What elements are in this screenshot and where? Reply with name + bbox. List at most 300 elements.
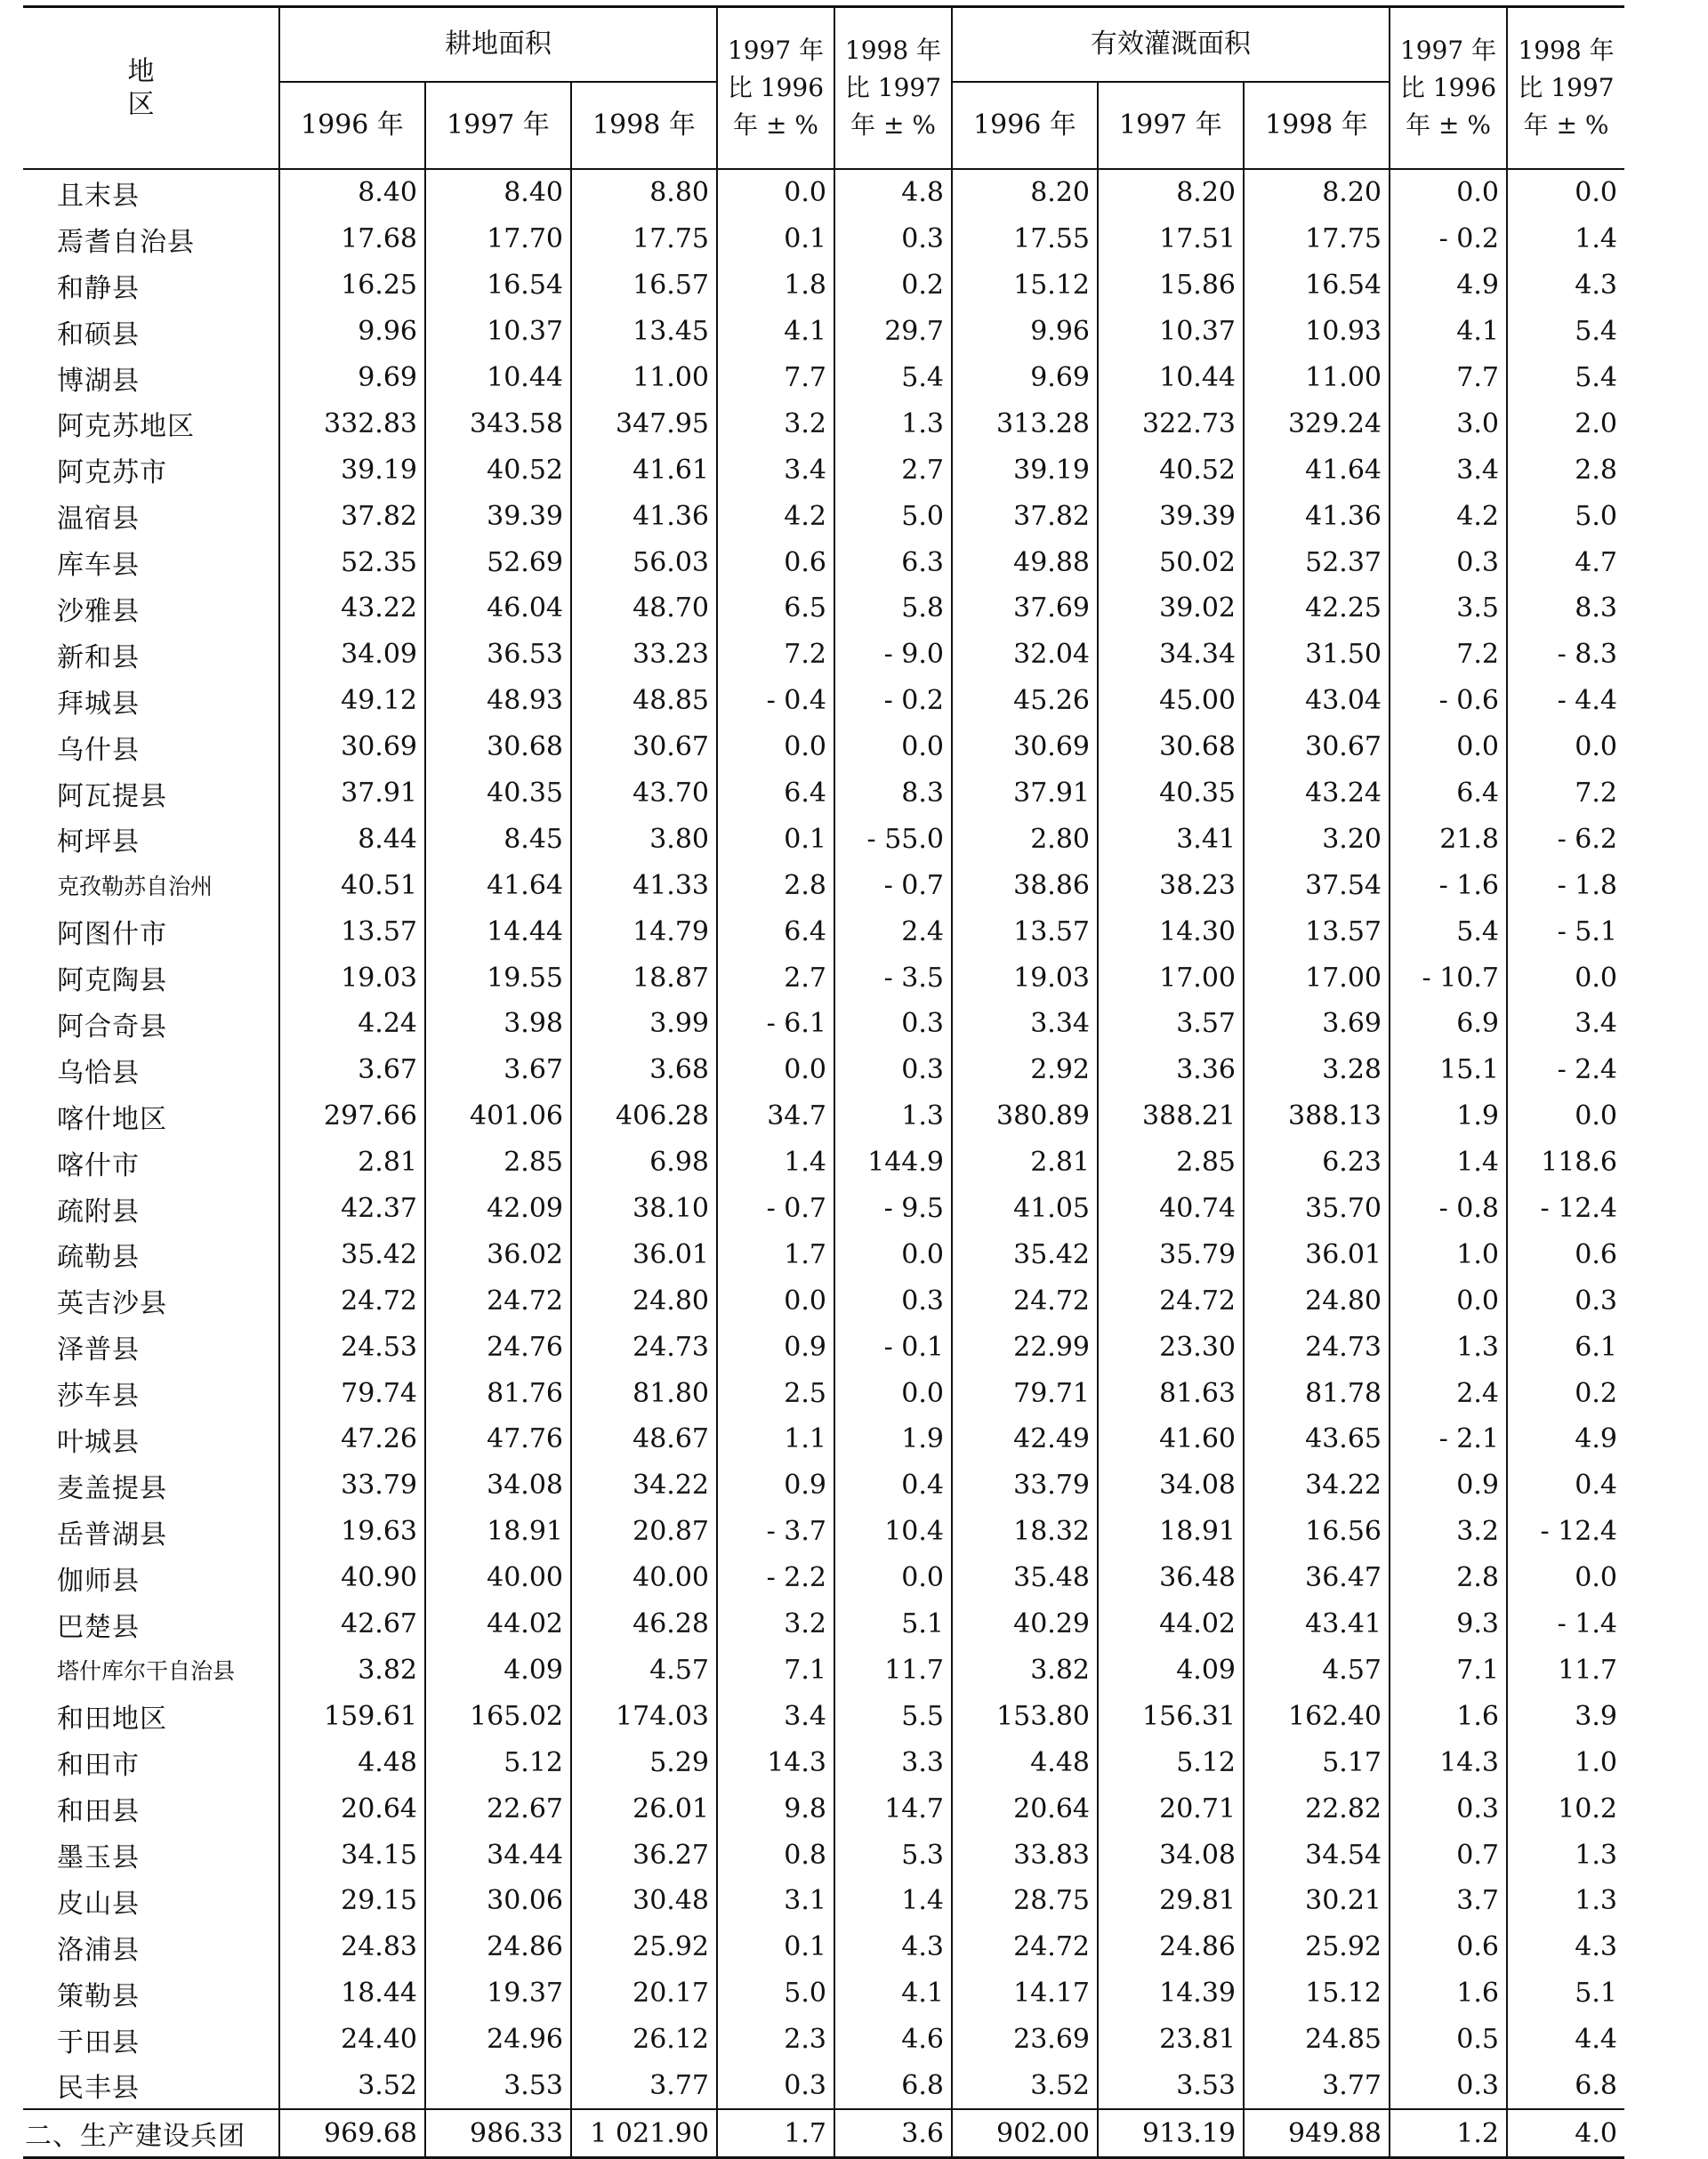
value-cell: 388.21 — [1098, 1093, 1244, 1140]
value-cell: 47.76 — [425, 1416, 571, 1462]
value-cell: 3.7 — [1390, 1878, 1507, 1924]
value-cell: 42.49 — [952, 1416, 1098, 1462]
value-cell: 0.8 — [717, 1832, 834, 1878]
value-cell: 0.1 — [717, 216, 834, 262]
value-cell: 35.79 — [1098, 1231, 1244, 1277]
table-row — [23, 862, 1624, 908]
value-cell: 0.0 — [1507, 1093, 1624, 1140]
value-cell: 0.3 — [1390, 539, 1507, 585]
value-cell: 10.37 — [425, 309, 571, 355]
value-cell: 48.93 — [425, 678, 571, 724]
value-cell: 1.3 — [1390, 1324, 1507, 1370]
value-cell: 0.1 — [717, 816, 834, 862]
value-cell: 0.3 — [717, 2063, 834, 2110]
region-cell: 民丰县 — [57, 2073, 140, 2105]
value-cell: 9.8 — [717, 1785, 834, 1832]
value-cell: 49.88 — [952, 539, 1098, 585]
region-cell: 克孜勒苏自治州 — [57, 874, 214, 900]
value-cell: 24.72 — [952, 1277, 1098, 1324]
value-cell: 165.02 — [425, 1693, 571, 1739]
value-cell: 24.96 — [425, 2017, 571, 2063]
value-cell: 24.83 — [279, 1924, 425, 1970]
value-cell: 5.29 — [571, 1739, 717, 1785]
value-cell: 14.17 — [952, 1970, 1098, 2017]
value-cell: - 2.1 — [1390, 1416, 1507, 1462]
value-cell: 1.2 — [1390, 2109, 1507, 2157]
value-cell: 30.06 — [425, 1878, 571, 1924]
value-cell: 37.69 — [952, 585, 1098, 632]
table-row — [23, 1140, 1624, 1186]
value-cell: 0.3 — [834, 1001, 952, 1047]
value-cell: 33.79 — [952, 1462, 1098, 1509]
value-cell: 37.82 — [279, 493, 425, 539]
region-cell: 乌恰县 — [57, 1057, 140, 1089]
value-cell: 1 021.90 — [571, 2109, 717, 2157]
value-cell: 79.71 — [952, 1370, 1098, 1416]
table-row — [23, 493, 1624, 539]
value-cell: 6.4 — [1390, 770, 1507, 817]
value-cell: 1.3 — [1507, 1878, 1624, 1924]
value-cell: 30.21 — [1244, 1878, 1390, 1924]
value-cell: 42.37 — [279, 1186, 425, 1232]
value-cell: 43.22 — [279, 585, 425, 632]
value-cell: 11.7 — [834, 1647, 952, 1694]
value-cell: 329.24 — [1244, 400, 1390, 447]
value-cell: - 10.7 — [1390, 955, 1507, 1001]
region-cell: 拜城县 — [57, 688, 140, 720]
table-row — [23, 355, 1624, 401]
value-cell: 34.22 — [1244, 1462, 1390, 1509]
value-cell: 7.2 — [1507, 770, 1624, 817]
value-cell: 0.0 — [1390, 724, 1507, 770]
farmland-pct-1997-header — [717, 7, 834, 170]
table-row — [23, 1693, 1624, 1739]
region-cell: 阿克陶县 — [57, 965, 167, 997]
pct-1997-label: 1997 年 比 1996 年 ± % — [727, 36, 825, 140]
value-cell: - 1.4 — [1507, 1601, 1624, 1647]
value-cell: 3.0 — [1390, 400, 1507, 447]
value-cell: 2.8 — [1507, 447, 1624, 493]
irrigated-1997-header: 1997 年 — [1098, 82, 1244, 169]
value-cell: 33.83 — [952, 1832, 1098, 1878]
value-cell: 4.48 — [952, 1739, 1098, 1785]
value-cell: 40.52 — [425, 447, 571, 493]
value-cell: - 0.6 — [1390, 678, 1507, 724]
value-cell: 34.34 — [1098, 632, 1244, 678]
value-cell: 39.39 — [1098, 493, 1244, 539]
value-cell: 0.0 — [717, 1047, 834, 1093]
table-row — [23, 2063, 1624, 2110]
value-cell: 15.12 — [1244, 1970, 1390, 2017]
value-cell: 3.80 — [571, 816, 717, 862]
value-cell: 21.8 — [1390, 816, 1507, 862]
value-cell: 332.83 — [279, 400, 425, 447]
value-cell: 22.99 — [952, 1324, 1098, 1370]
value-cell: 8.40 — [279, 169, 425, 216]
value-cell: 6.4 — [717, 770, 834, 817]
value-cell: 24.86 — [425, 1924, 571, 1970]
value-cell: 42.25 — [1244, 585, 1390, 632]
value-cell: 41.33 — [571, 862, 717, 908]
value-cell: 2.85 — [1098, 1140, 1244, 1186]
value-cell: 40.35 — [425, 770, 571, 817]
value-cell: 0.3 — [834, 1047, 952, 1093]
value-cell: 6.4 — [717, 908, 834, 955]
value-cell: 37.91 — [952, 770, 1098, 817]
value-cell: 6.98 — [571, 1140, 717, 1186]
value-cell: - 3.7 — [717, 1509, 834, 1555]
region-cell: 皮山县 — [57, 1888, 140, 1920]
value-cell: 1.7 — [717, 1231, 834, 1277]
value-cell: 5.1 — [1507, 1970, 1624, 2017]
value-cell: 3.67 — [279, 1047, 425, 1093]
irrigated-1996-header: 1996 年 — [952, 82, 1098, 169]
value-cell: 20.87 — [571, 1509, 717, 1555]
region-cell: 乌什县 — [57, 734, 140, 766]
value-cell: 23.81 — [1098, 2017, 1244, 2063]
table-row — [23, 724, 1624, 770]
value-cell: 42.09 — [425, 1186, 571, 1232]
value-cell: 902.00 — [952, 2109, 1098, 2157]
value-cell: - 1.6 — [1390, 862, 1507, 908]
value-cell: 986.33 — [425, 2109, 571, 2157]
region-cell: 阿瓦提县 — [57, 780, 167, 812]
value-cell: 23.69 — [952, 2017, 1098, 2063]
value-cell: 46.28 — [571, 1601, 717, 1647]
value-cell: - 9.0 — [834, 632, 952, 678]
value-cell: 14.44 — [425, 908, 571, 955]
value-cell: 45.26 — [952, 678, 1098, 724]
region-cell: 喀什市 — [57, 1149, 140, 1181]
value-cell: 29.7 — [834, 309, 952, 355]
value-cell: 43.41 — [1244, 1601, 1390, 1647]
value-cell: 1.3 — [1507, 1832, 1624, 1878]
value-cell: 34.44 — [425, 1832, 571, 1878]
value-cell: 0.6 — [1507, 1231, 1624, 1277]
value-cell: 34.22 — [571, 1462, 717, 1509]
farmland-1996-header: 1996 年 — [279, 82, 425, 169]
value-cell: 5.4 — [1507, 309, 1624, 355]
value-cell: 22.67 — [425, 1785, 571, 1832]
value-cell: 24.80 — [571, 1277, 717, 1324]
table-row — [23, 816, 1624, 862]
value-cell: 14.7 — [834, 1785, 952, 1832]
region-cell: 沙雅县 — [57, 595, 140, 627]
value-cell: 1.6 — [1390, 1693, 1507, 1739]
value-cell: 0.2 — [834, 262, 952, 309]
value-cell: 24.85 — [1244, 2017, 1390, 2063]
region-cell: 洛浦县 — [57, 1934, 140, 1966]
region-cell: 岳普湖县 — [57, 1519, 167, 1551]
region-cell: 和田市 — [57, 1750, 140, 1782]
value-cell: - 9.5 — [834, 1186, 952, 1232]
value-cell: 15.86 — [1098, 262, 1244, 309]
value-cell: 44.02 — [1098, 1601, 1244, 1647]
value-cell: 40.74 — [1098, 1186, 1244, 1232]
value-cell: 36.53 — [425, 632, 571, 678]
region-cell: 于田县 — [57, 2026, 140, 2058]
value-cell: - 4.4 — [1507, 678, 1624, 724]
table-row — [23, 1462, 1624, 1509]
value-cell: 2.81 — [952, 1140, 1098, 1186]
value-cell: 0.9 — [717, 1324, 834, 1370]
value-cell: 4.7 — [1507, 539, 1624, 585]
value-cell: 322.73 — [1098, 400, 1244, 447]
value-cell: 3.28 — [1244, 1047, 1390, 1093]
value-cell: 0.0 — [1507, 724, 1624, 770]
value-cell: 49.12 — [279, 678, 425, 724]
value-cell: 3.82 — [952, 1647, 1098, 1694]
value-cell: 13.57 — [279, 908, 425, 955]
value-cell: 24.72 — [952, 1924, 1098, 1970]
value-cell: 24.80 — [1244, 1277, 1390, 1324]
value-cell: 6.3 — [834, 539, 952, 585]
region-cell: 柯坪县 — [57, 826, 140, 858]
value-cell: 18.91 — [425, 1509, 571, 1555]
value-cell: 50.02 — [1098, 539, 1244, 585]
value-cell: 3.52 — [279, 2063, 425, 2110]
farmland-irrigation-table — [23, 5, 1624, 2159]
value-cell: 0.4 — [1507, 1462, 1624, 1509]
value-cell: 4.2 — [1390, 493, 1507, 539]
value-cell: 1.9 — [834, 1416, 952, 1462]
value-cell: 0.2 — [1507, 1370, 1624, 1416]
value-cell: 0.3 — [834, 216, 952, 262]
value-cell: 5.12 — [1098, 1739, 1244, 1785]
table-row — [23, 955, 1624, 1001]
table-row — [23, 1047, 1624, 1093]
value-cell: 18.44 — [279, 1970, 425, 2017]
value-cell: 24.53 — [279, 1324, 425, 1370]
value-cell: 31.50 — [1244, 632, 1390, 678]
table-row — [23, 1231, 1624, 1277]
value-cell: 19.63 — [279, 1509, 425, 1555]
value-cell: 18.32 — [952, 1509, 1098, 1555]
irrigated-pct-1998-header — [1507, 7, 1624, 170]
table-header — [23, 7, 1624, 170]
region-cell: 新和县 — [57, 641, 140, 673]
region-cell: 阿克苏市 — [57, 457, 167, 489]
value-cell: 14.39 — [1098, 1970, 1244, 2017]
value-cell: 29.81 — [1098, 1878, 1244, 1924]
value-cell: 16.57 — [571, 262, 717, 309]
value-cell: 13.45 — [571, 309, 717, 355]
value-cell: - 12.4 — [1507, 1509, 1624, 1555]
value-cell: - 0.7 — [717, 1186, 834, 1232]
value-cell: 24.72 — [425, 1277, 571, 1324]
value-cell: 30.69 — [952, 724, 1098, 770]
value-cell: - 1.8 — [1507, 862, 1624, 908]
value-cell: 45.00 — [1098, 678, 1244, 724]
table-row — [23, 632, 1624, 678]
region-cell: 且末县 — [57, 180, 140, 212]
value-cell: 36.47 — [1244, 1555, 1390, 1601]
value-cell: 16.25 — [279, 262, 425, 309]
value-cell: 52.37 — [1244, 539, 1390, 585]
table-row — [23, 447, 1624, 493]
value-cell: 3.41 — [1098, 816, 1244, 862]
value-cell: 11.00 — [571, 355, 717, 401]
value-cell: 34.54 — [1244, 1832, 1390, 1878]
table-row — [23, 908, 1624, 955]
value-cell: 43.70 — [571, 770, 717, 817]
value-cell: 3.99 — [571, 1001, 717, 1047]
value-cell: 3.1 — [717, 1878, 834, 1924]
value-cell: 1.0 — [1390, 1231, 1507, 1277]
value-cell: 10.2 — [1507, 1785, 1624, 1832]
value-cell: 38.10 — [571, 1186, 717, 1232]
table-row — [23, 1509, 1624, 1555]
value-cell: 118.6 — [1507, 1140, 1624, 1186]
value-cell: 24.86 — [1098, 1924, 1244, 1970]
value-cell: 17.70 — [425, 216, 571, 262]
value-cell: 0.0 — [1390, 1277, 1507, 1324]
region-cell: 疏附县 — [57, 1196, 140, 1228]
value-cell: 24.72 — [1098, 1277, 1244, 1324]
table-row — [23, 1324, 1624, 1370]
value-cell: 6.8 — [834, 2063, 952, 2110]
value-cell: 3.4 — [1390, 447, 1507, 493]
value-cell: 30.68 — [1098, 724, 1244, 770]
value-cell: 4.24 — [279, 1001, 425, 1047]
value-cell: 39.19 — [279, 447, 425, 493]
value-cell: 24.73 — [1244, 1324, 1390, 1370]
value-cell: 11.7 — [1507, 1647, 1624, 1694]
value-cell: 4.09 — [1098, 1647, 1244, 1694]
value-cell: 19.37 — [425, 1970, 571, 2017]
value-cell: 7.2 — [1390, 632, 1507, 678]
region-cell: 麦盖提县 — [57, 1472, 167, 1504]
value-cell: - 0.8 — [1390, 1186, 1507, 1232]
table-row — [23, 1647, 1624, 1694]
value-cell: 20.64 — [279, 1785, 425, 1832]
value-cell: 9.69 — [279, 355, 425, 401]
value-cell: 0.0 — [1507, 1555, 1624, 1601]
value-cell: 380.89 — [952, 1093, 1098, 1140]
value-cell: 3.53 — [425, 2063, 571, 2110]
value-cell: 3.77 — [571, 2063, 717, 2110]
value-cell: 3.77 — [1244, 2063, 1390, 2110]
value-cell: 5.4 — [1390, 908, 1507, 955]
value-cell: 7.2 — [717, 632, 834, 678]
value-cell: 4.09 — [425, 1647, 571, 1694]
table-row — [23, 216, 1624, 262]
region-cell: 塔什库尔干自治县 — [57, 1658, 236, 1685]
value-cell: 0.3 — [834, 1277, 952, 1324]
value-cell: 0.1 — [717, 1924, 834, 1970]
value-cell: 29.15 — [279, 1878, 425, 1924]
value-cell: 3.9 — [1507, 1693, 1624, 1739]
table-row — [23, 1970, 1624, 2017]
value-cell: 14.79 — [571, 908, 717, 955]
value-cell: 40.90 — [279, 1555, 425, 1601]
value-cell: 3.6 — [834, 2109, 952, 2157]
value-cell: 1.3 — [834, 400, 952, 447]
value-cell: 1.1 — [717, 1416, 834, 1462]
value-cell: 40.29 — [952, 1601, 1098, 1647]
value-cell: 11.00 — [1244, 355, 1390, 401]
value-cell: 3.98 — [425, 1001, 571, 1047]
value-cell: 40.35 — [1098, 770, 1244, 817]
value-cell: 5.0 — [1507, 493, 1624, 539]
value-cell: 0.3 — [1390, 2063, 1507, 2110]
region-cell: 阿合奇县 — [57, 1011, 167, 1043]
value-cell: 10.93 — [1244, 309, 1390, 355]
value-cell: 4.48 — [279, 1739, 425, 1785]
value-cell: 44.02 — [425, 1601, 571, 1647]
value-cell: 3.2 — [1390, 1509, 1507, 1555]
value-cell: 34.08 — [1098, 1462, 1244, 1509]
value-cell: 3.5 — [1390, 585, 1507, 632]
value-cell: 39.39 — [425, 493, 571, 539]
table-row — [23, 1001, 1624, 1047]
region-cell: 库车县 — [57, 550, 140, 582]
value-cell: 15.1 — [1390, 1047, 1507, 1093]
table-row — [23, 1186, 1624, 1232]
value-cell: 0.7 — [1390, 1832, 1507, 1878]
table-row — [23, 1555, 1624, 1601]
value-cell: 7.7 — [717, 355, 834, 401]
value-cell: 24.72 — [279, 1277, 425, 1324]
region-cell: 叶城县 — [57, 1426, 140, 1458]
region-cell: 墨玉县 — [57, 1842, 140, 1873]
value-cell: 3.69 — [1244, 1001, 1390, 1047]
value-cell: 4.3 — [1507, 262, 1624, 309]
value-cell: 2.3 — [717, 2017, 834, 2063]
value-cell: 2.85 — [425, 1140, 571, 1186]
value-cell: 2.80 — [952, 816, 1098, 862]
region-cell: 伽师县 — [57, 1565, 140, 1597]
region-cell: 英吉沙县 — [57, 1288, 167, 1320]
value-cell: 34.7 — [717, 1093, 834, 1140]
value-cell: 3.57 — [1098, 1001, 1244, 1047]
value-cell: - 3.5 — [834, 955, 952, 1001]
value-cell: 41.61 — [571, 447, 717, 493]
value-cell: 37.82 — [952, 493, 1098, 539]
value-cell: 38.23 — [1098, 862, 1244, 908]
value-cell: 0.0 — [1507, 955, 1624, 1001]
value-cell: 26.01 — [571, 1785, 717, 1832]
value-cell: 2.4 — [834, 908, 952, 955]
table-row — [23, 539, 1624, 585]
value-cell: 36.48 — [1098, 1555, 1244, 1601]
value-cell: 81.76 — [425, 1370, 571, 1416]
region-cell: 喀什地区 — [57, 1103, 167, 1135]
value-cell: 41.36 — [1244, 493, 1390, 539]
value-cell: 47.26 — [279, 1416, 425, 1462]
value-cell: 3.34 — [952, 1001, 1098, 1047]
value-cell: 5.4 — [834, 355, 952, 401]
value-cell: - 2.2 — [717, 1555, 834, 1601]
value-cell: 1.4 — [1507, 216, 1624, 262]
value-cell: 43.65 — [1244, 1416, 1390, 1462]
value-cell: 40.52 — [1098, 447, 1244, 493]
table-row — [23, 770, 1624, 817]
value-cell: - 0.7 — [834, 862, 952, 908]
value-cell: 0.0 — [1507, 169, 1624, 216]
value-cell: 1.4 — [1390, 1140, 1507, 1186]
value-cell: 0.0 — [834, 1555, 952, 1601]
value-cell: 10.44 — [1098, 355, 1244, 401]
table-body — [23, 169, 1624, 2158]
value-cell: 4.9 — [1390, 262, 1507, 309]
value-cell: 0.0 — [834, 724, 952, 770]
value-cell: 17.75 — [1244, 216, 1390, 262]
value-cell: 10.37 — [1098, 309, 1244, 355]
value-cell: 4.3 — [834, 1924, 952, 1970]
value-cell: 48.67 — [571, 1416, 717, 1462]
farmland-pct-1998-header — [834, 7, 952, 170]
